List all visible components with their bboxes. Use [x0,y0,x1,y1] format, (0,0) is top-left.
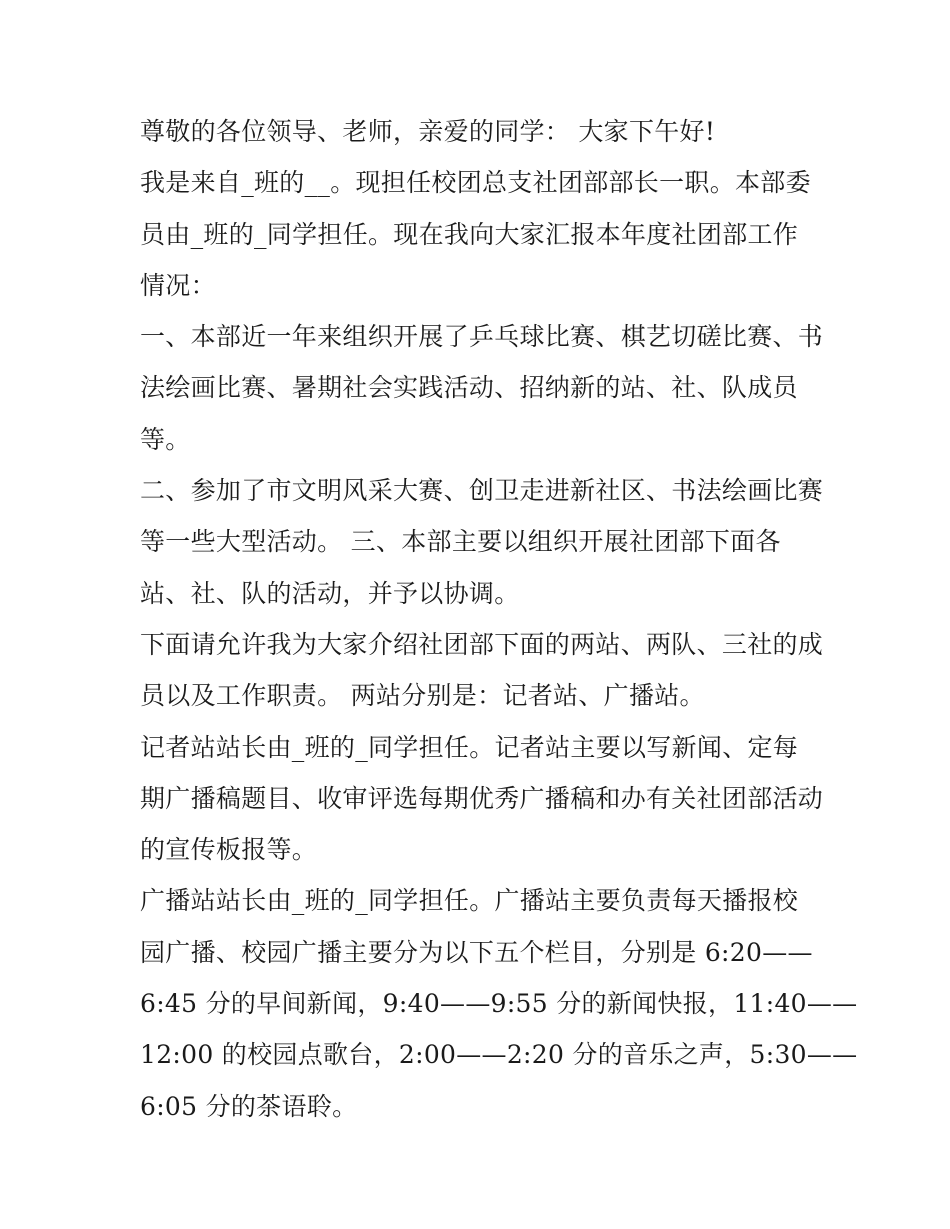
text-line: 6:05 分的茶语聆。 [140,1091,358,1121]
text-line: 情况： [140,270,216,300]
text-line: 广播站站长由_班的_同学担任。广播站主要负责每天播报校 [140,886,799,916]
text-line: 法绘画比赛、暑期社会实践活动、招纳新的站、社、队成员 [140,373,798,403]
text-line: 期广播稿题目、收审评选每期优秀广播稿和办有关社团部活动 [140,783,824,813]
text-line: 下面请允许我为大家介绍社团部下面的两站、两队、三社的成 [140,629,824,659]
text-line: 园广播、校园广播主要分为以下五个栏目，分别是 6:20—— [140,937,813,967]
text-line: 等一些大型活动。 三、本部主要以组织开展社团部下面各 [140,527,781,557]
text-line: 6:45 分的早间新闻，9:40——9:55 分的新闻快报，11:40—— [140,989,858,1019]
text-line: 员由_班的_同学担任。现在我向大家汇报本年度社团部工作 [140,219,799,249]
text-line: 我是来自_班的__。现担任校团总支社团部部长一职。本部委 [140,168,811,198]
greeting-line: 尊敬的各位领导、老师，亲爱的同学： 大家下午好! [140,117,716,146]
text-line: 等。 [140,424,191,454]
text-line: 站、社、队的活动，并予以协调。 [140,578,520,608]
text-line: 12:00 的校园点歌台，2:00——2:20 分的音乐之声，5:30—— [140,1040,858,1070]
text-line: 记者站站长由_班的_同学担任。记者站主要以写新闻、定每 [140,732,799,762]
text-line: 的宣传板报等。 [140,835,318,865]
document-body [140,106,858,1132]
text-line: 一、本部近一年来组织开展了乒乓球比赛、棋艺切磋比赛、书 [140,322,824,352]
text-line: 员以及工作职责。 两站分别是：记者站、广播站。 [140,681,705,711]
text-line: 二、参加了市文明风采大赛、创卫走进新社区、书法绘画比赛 [140,476,824,506]
